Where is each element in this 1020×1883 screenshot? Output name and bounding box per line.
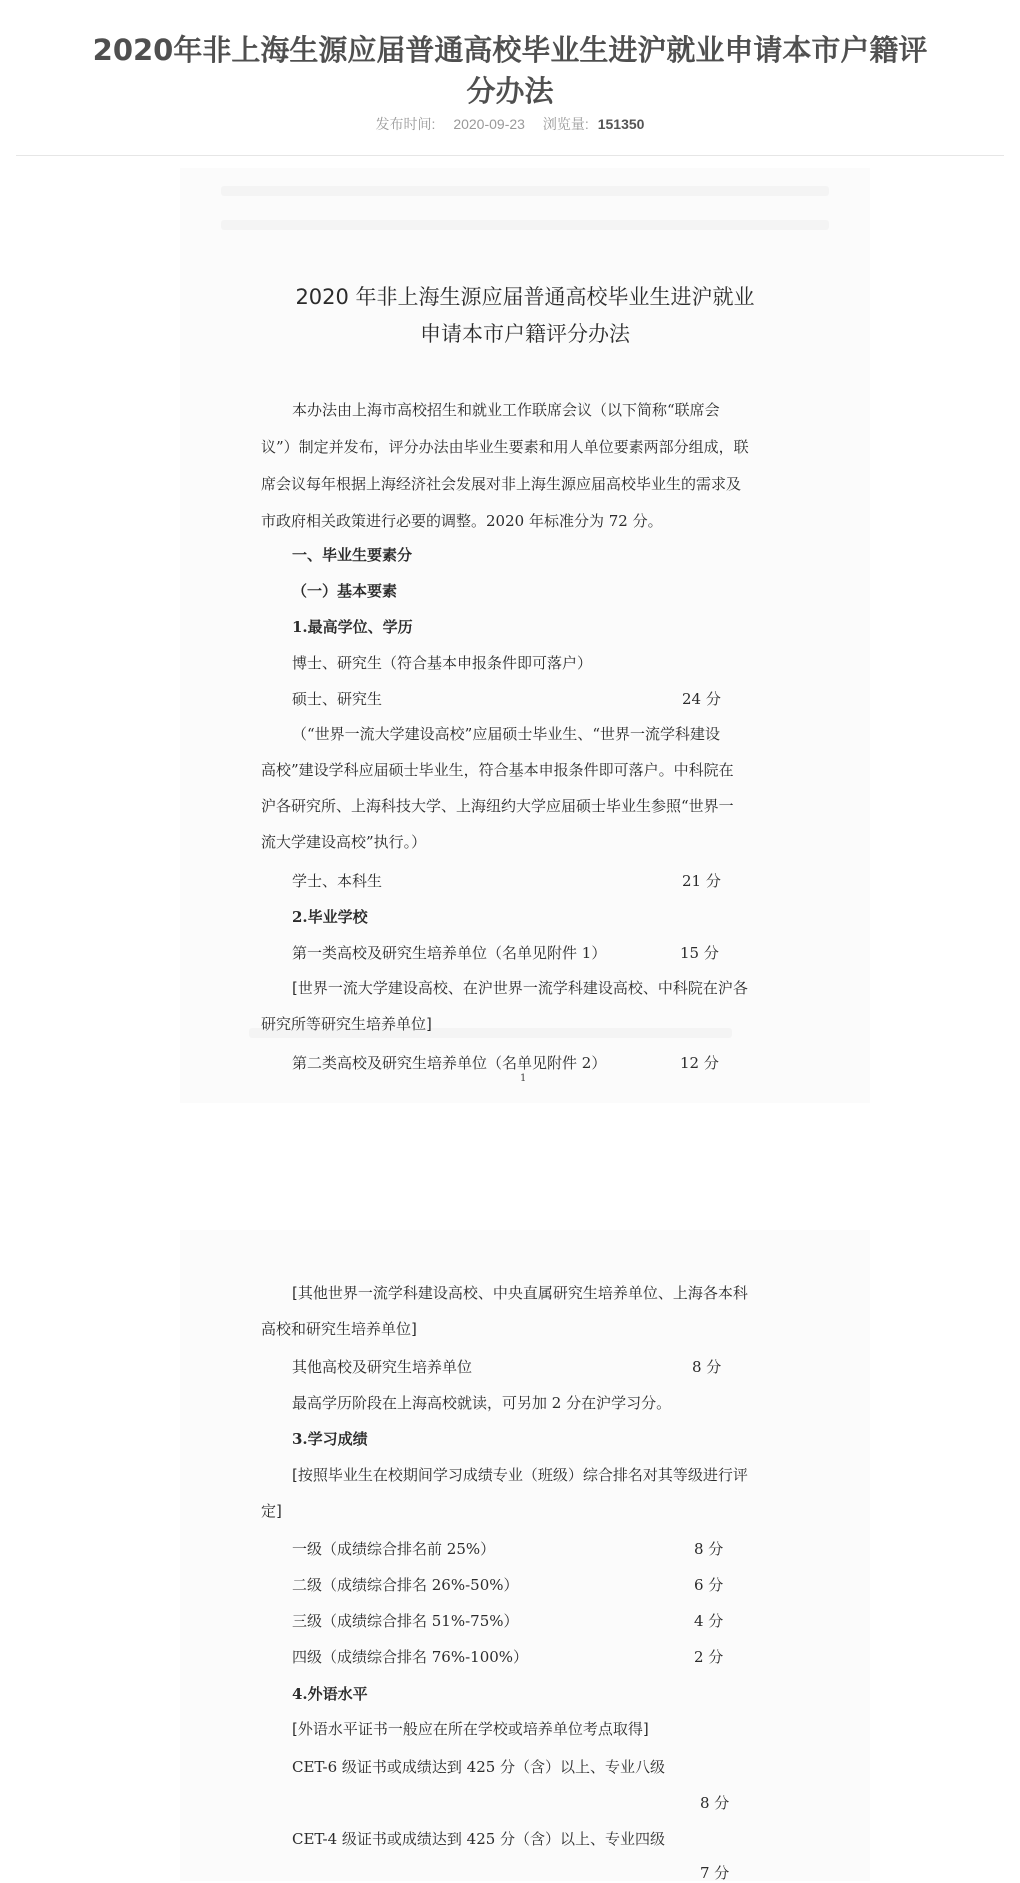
intro-line-3: 席会议每年根据上海经济社会发展对非上海生源应届高校毕业生的需求及 [261,475,742,493]
grade-level-1-score: 8 分 [694,1540,724,1558]
grades-note-line-1: [按照毕业生在校期间学习成绩专业（班级）综合排名对其等级进行评 [292,1466,748,1484]
item-heading-school: 2.毕业学校 [292,908,368,926]
cet6-line: CET-6 级证书或成绩达到 425 分（含）以上、专业八级 [292,1758,666,1776]
article-title: 2020年非上海生源应届普通高校毕业生进沪就业申请本市户籍评分办法 [92,33,928,108]
master-note-line-2: 高校”建设学科应届硕士毕业生，符合基本申报条件即可落户。中科院在 [261,761,734,779]
school-tier-2: 第二类高校及研究生培养单位（名单见附件 2） [292,1054,607,1072]
section-heading: 一、毕业生要素分 [292,546,413,564]
school-other-score: 8 分 [692,1358,722,1376]
publish-label: 发布时间: [375,116,436,132]
school-other: 其他高校及研究生培养单位 [292,1358,473,1376]
shanghai-study-bonus: 最高学历阶段在上海高校就读，可另加 2 分在沪学习分。 [292,1394,672,1412]
degree-bachelor: 学士、本科生 [292,872,383,890]
degree-master: 硕士、研究生 [292,690,383,708]
item-heading-degree: 1.最高学位、学历 [292,618,413,636]
grade-level-1: 一级（成绩综合排名前 25%） [292,1540,496,1558]
item-heading-language: 4.外语水平 [292,1685,368,1703]
school-tier-1-score: 15 分 [680,944,719,962]
views-label: 浏览量: [542,116,589,132]
school-tier-1-note-line-1: [世界一流大学建设高校、在沪世界一流学科建设高校、中科院在沪各 [292,979,748,997]
page-number: 1 [520,1073,527,1084]
grade-level-3-score: 4 分 [694,1612,724,1630]
publish-date: 2020-09-23 [453,116,525,132]
degree-phd: 博士、研究生（符合基本申报条件即可落户） [292,654,593,672]
intro-line-2: 议”）制定并发布，评分办法由毕业生要素和用人单位要素两部分组成，联 [261,438,749,456]
intro-line-4: 市政府相关政策进行必要的调整。2020 年标准分为 72 分。 [261,512,663,530]
document-title-line-1: 2020 年非上海生源应届普通高校毕业生进沪就业 [295,285,755,309]
master-note-line-3: 沪各研究所、上海科技大学、上海纽约大学应届硕士毕业生参照“世界一 [261,797,734,815]
language-note: [外语水平证书一般应在所在学校或培养单位考点取得] [292,1720,649,1738]
grade-level-4: 四级（成绩综合排名 76%-100%） [292,1648,529,1666]
grade-level-3: 三级（成绩综合排名 51%-75%） [292,1612,519,1630]
school-tier-2-note-line-2: 高校和研究生培养单位] [261,1320,417,1338]
master-note-line-1: （“世界一流大学建设高校”应届硕士毕业生、“世界一流学科建设 [292,725,721,743]
grade-level-2-score: 6 分 [694,1576,724,1594]
degree-bachelor-score: 21 分 [682,872,721,890]
school-tier-1: 第一类高校及研究生培养单位（名单见附件 1） [292,944,607,962]
grade-level-2: 二级（成绩综合排名 26%-50%） [292,1576,519,1594]
item-heading-grades: 3.学习成绩 [292,1430,368,1448]
degree-master-score: 24 分 [682,690,721,708]
cet4-line: CET-4 级证书或成绩达到 425 分（含）以上、专业四级 [292,1830,666,1848]
subsection-heading: （一）基本要素 [292,582,398,600]
views-count: 151350 [597,116,645,132]
school-tier-2-note-line-1: [其他世界一流学科建设高校、中央直属研究生培养单位、上海各本科 [292,1284,748,1302]
school-tier-2-score: 12 分 [680,1054,719,1072]
document-title-line-2: 申请本市户籍评分办法 [420,322,630,346]
intro-line-1: 本办法由上海市高校招生和就业工作联席会议（以下简称“联席会 [292,401,720,419]
article-header [0,0,1020,156]
cet4-score: 7 分 [700,1864,730,1882]
grade-level-4-score: 2 分 [694,1648,724,1666]
article-meta [0,114,1020,134]
cet6-score: 8 分 [700,1794,730,1812]
header-divider [16,155,1004,156]
grades-note-line-2: 定] [261,1502,282,1520]
master-note-line-4: 流大学建设高校”执行。） [261,833,427,851]
school-tier-1-note-line-2: 研究所等研究生培养单位] [261,1015,432,1033]
